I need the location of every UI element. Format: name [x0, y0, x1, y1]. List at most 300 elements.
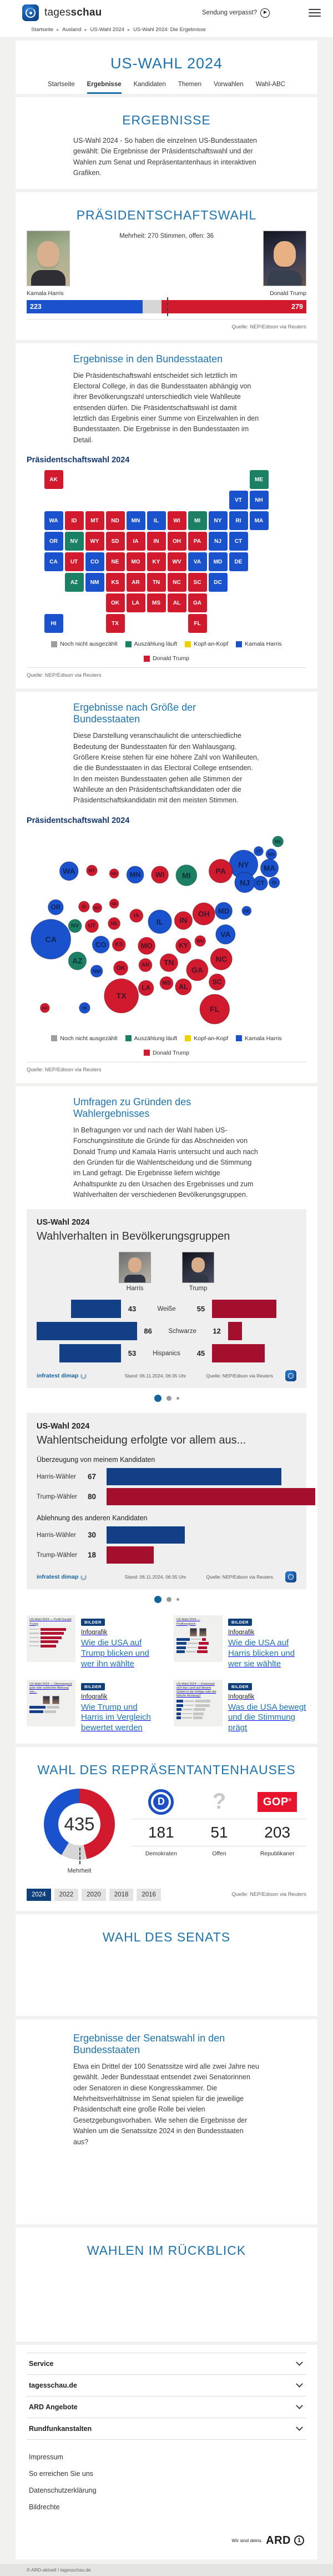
bubble-label-ND: ND	[111, 871, 118, 876]
state-NM[interactable]: NM	[85, 573, 104, 592]
state-KS[interactable]: KS	[106, 573, 125, 592]
bubble-label-VT: VT	[256, 848, 261, 854]
bubble-label-IA: IA	[133, 912, 139, 919]
ergebnisse-title: ERGEBNISSE	[122, 113, 211, 127]
trump-votes: 279	[291, 302, 303, 311]
sendung-verpasst-link[interactable]	[202, 8, 270, 18]
sendung-verpasst-label: Sendung verpasst?	[201, 9, 257, 16]
harris-bar-segment[interactable]	[27, 300, 143, 313]
row-value: 18	[88, 1551, 97, 1560]
bubble-label-AR: AR	[141, 962, 150, 969]
teaser-thumbnail: US-Wahl 2024 — Profilvergleich	[174, 1615, 223, 1662]
legend-item	[51, 641, 117, 647]
infografik-wahlentscheidung	[27, 1413, 306, 1589]
infografik-wahlverhalten	[27, 1209, 306, 1388]
infratest-dimap-icon	[80, 1373, 87, 1379]
rueckblick-title: WAHLEN IM RÜCKBLICK	[87, 2243, 246, 2258]
section-senatswahl	[16, 2019, 317, 2224]
state-DC[interactable]: DC	[209, 573, 228, 592]
bubble-label-ID: ID	[82, 903, 87, 910]
state-AR[interactable]: AR	[127, 573, 145, 592]
open-count: 51	[190, 1819, 249, 1846]
site-footer	[16, 2345, 317, 2559]
tab-bar	[27, 81, 306, 94]
menu-icon[interactable]	[309, 9, 321, 17]
tab-kandidaten[interactable]: Kandidaten	[133, 81, 166, 88]
legend-label: Kopf-an-Kopf	[194, 641, 229, 648]
state-SC[interactable]: SC	[188, 573, 207, 592]
state-VA[interactable]: VA	[188, 552, 207, 571]
year-selector	[27, 1889, 306, 1901]
state-CO[interactable]: CO	[85, 552, 104, 571]
state-MD[interactable]: MD	[209, 552, 228, 571]
state-FL[interactable]: FL	[188, 614, 207, 633]
dem-count: 181	[132, 1819, 190, 1846]
footer-accordions	[27, 2353, 306, 2440]
open-label: Offen	[212, 1850, 226, 1857]
breadcrumb-item[interactable]: Ausland	[62, 27, 82, 33]
senatswahl-heading: Ergebnisse der Senatswahl in den Bundesstaaten	[73, 2032, 225, 2055]
teaser-kicker: Infografik	[81, 1693, 108, 1700]
motivation-row	[37, 1526, 296, 1544]
row-value: 67	[88, 1472, 97, 1481]
stat-demokraten	[132, 1788, 190, 1857]
teaser-thumbnail: US-Wahl 2024 — Entwickelt sich das Land auf diesem Gebiet in die richtige oder die falsche Richtung?	[174, 1680, 223, 1726]
bubble-label-OH: OH	[198, 909, 210, 918]
demo-row-Hispanics	[37, 1344, 296, 1362]
bubble-label-KS: KS	[115, 941, 123, 948]
state-DE[interactable]: DE	[229, 552, 248, 571]
footer-link-impressum[interactable]: Impressum	[29, 2453, 63, 2461]
trump-name: Donald Trump	[270, 289, 306, 297]
ard-tagline: Wir sind deins.	[231, 2538, 263, 2544]
panel-kicker: US-Wahl 2024	[37, 1422, 90, 1431]
state-ID[interactable]: ID	[65, 511, 84, 530]
state-GA[interactable]: GA	[188, 593, 207, 612]
carousel-dots	[27, 1388, 306, 1404]
section-repraesentantenhaus	[16, 1747, 317, 1911]
year-button-2022[interactable]: 2022	[54, 1889, 79, 1901]
harris-value: 86	[144, 1327, 152, 1336]
haus-title: WAHL DES REPRÄSENTANTENHAUSES	[37, 1762, 296, 1777]
state-NH[interactable]: NH	[250, 491, 269, 510]
state-OH[interactable]: OH	[168, 532, 186, 551]
bubble-label-TN: TN	[164, 958, 174, 967]
trump-mini-label: Trump	[189, 1285, 208, 1292]
state-WI[interactable]: WI	[168, 511, 186, 530]
state-HI[interactable]: HI	[44, 614, 63, 633]
teaser-title: Wie Trump und Harris im Vergleich bewertet werden	[81, 1702, 151, 1733]
section-bubble-cartogram	[16, 692, 317, 1083]
legend-label: Kopf-an-Kopf	[194, 1035, 229, 1042]
teaser-kicker: Infografik	[228, 1629, 255, 1636]
legend-label: Noch nicht ausgezählt	[60, 641, 118, 648]
state-MN[interactable]: MN	[127, 511, 145, 530]
row-value: 30	[88, 1531, 97, 1540]
trump-bar-segment[interactable]	[162, 300, 306, 313]
harris-name: Kamala Harris	[27, 289, 64, 297]
stat-republikaner	[248, 1788, 306, 1857]
row-label: Trump-Wähler	[37, 1493, 78, 1500]
bubble-label-FL: FL	[210, 1004, 220, 1014]
legend-item	[144, 655, 189, 662]
teaser-link[interactable]	[174, 1680, 306, 1734]
breadcrumb	[31, 27, 321, 33]
legend-item	[236, 641, 282, 647]
state-WY[interactable]: WY	[85, 532, 104, 551]
footer-accordion-ard-angebote[interactable]	[27, 2397, 306, 2418]
state-AL[interactable]: AL	[168, 593, 186, 612]
footer-link-bildrechte[interactable]: Bildrechte	[29, 2503, 60, 2511]
category-label: Schwarze	[168, 1327, 196, 1335]
footer-accordion-service[interactable]	[27, 2353, 306, 2375]
bubble-label-HI: HI	[82, 1005, 87, 1011]
legend-swatch	[185, 1035, 191, 1041]
panel-title: Wahlverhalten in Bevölkerungsgruppen	[37, 1230, 230, 1243]
state-SD[interactable]: SD	[106, 532, 125, 551]
trump-value: 55	[196, 1305, 205, 1314]
bubble-label-MS: MS	[162, 980, 171, 986]
bundesstaaten-heading: Ergebnisse in den Bundesstaaten	[73, 353, 223, 365]
bubble-label-MA: MA	[263, 863, 276, 872]
bubble-label-DE: DE	[244, 908, 250, 913]
copyright-bar	[0, 2564, 333, 2576]
trump-bar	[212, 1300, 276, 1318]
panel-kicker: US-Wahl 2024	[37, 1218, 90, 1227]
state-IN[interactable]: IN	[147, 532, 166, 551]
bubble-label-MI: MI	[181, 871, 191, 880]
demographics-chart	[37, 1300, 296, 1362]
house-donut-chart[interactable]	[44, 1789, 115, 1860]
state-AK[interactable]: AK	[44, 470, 63, 489]
footer-link-so-erreichen-sie-uns[interactable]: So erreichen Sie uns	[29, 2469, 94, 2478]
harris-votes: 223	[30, 302, 42, 311]
breadcrumb-separator: ▸	[57, 27, 59, 32]
stand-note: Stand: 06.11.2024, 06:35 Uhr	[124, 1373, 186, 1379]
rueckblick-embed-placeholder	[27, 2266, 306, 2332]
teaser-link[interactable]	[27, 1615, 159, 1669]
question-mark-icon: ?	[212, 1789, 226, 1814]
row-value: 80	[88, 1492, 97, 1501]
row-bar	[107, 1546, 154, 1564]
map-legend	[27, 641, 306, 662]
state-KY[interactable]: KY	[147, 552, 166, 571]
trump-value: 45	[196, 1349, 205, 1358]
legend-label: Donald Trump	[153, 655, 189, 662]
donald-trump-photo	[263, 231, 306, 286]
source-note: Quelle: NEP/Edison via Reuters	[27, 672, 102, 679]
house-majority-marker	[79, 1848, 80, 1864]
legend-item	[125, 1035, 178, 1042]
bubble-label-CT: CT	[256, 880, 265, 887]
rep-count: 203	[248, 1819, 306, 1846]
bubble-label-UT: UT	[88, 922, 96, 929]
state-LA[interactable]: LA	[127, 593, 145, 612]
bubble-label-NH: NH	[268, 851, 275, 857]
state-MS[interactable]: MS	[147, 593, 166, 612]
state-AZ[interactable]: AZ	[65, 573, 84, 592]
majority-marker	[167, 297, 168, 316]
map-chart-label: Präsidentschaftswahl 2024	[27, 456, 130, 465]
row-bar	[107, 1526, 185, 1544]
bubble-chart-label: Präsidentschaftswahl 2024	[27, 816, 130, 825]
motivation-chart	[37, 1456, 296, 1564]
harris-bar	[37, 1322, 137, 1340]
teaser-grid	[27, 1615, 306, 1734]
state-NC[interactable]: NC	[168, 573, 186, 592]
stat-offen	[190, 1788, 249, 1857]
source-note: Quelle: NEP/Edison via Reuters	[27, 1066, 102, 1073]
legend-item	[125, 641, 178, 647]
row-label: Harris-Wähler	[37, 1473, 76, 1480]
state-CA[interactable]: CA	[44, 552, 63, 571]
harris-bar	[59, 1344, 121, 1362]
state-MT[interactable]: MT	[85, 511, 104, 530]
source-note: Quelle: NEP/Edison via Reuters	[231, 1891, 306, 1898]
state-MA[interactable]: MA	[250, 511, 269, 530]
infratest-dimap-logo: infratest dimap	[37, 1574, 87, 1580]
legend-swatch	[185, 641, 191, 647]
play-icon[interactable]	[260, 8, 270, 18]
bubble-label-AL: AL	[179, 982, 188, 991]
title-card	[16, 41, 317, 94]
source-note: Quelle: NEP/Edison via Reuters	[231, 323, 306, 330]
teaser-link[interactable]	[27, 1680, 159, 1734]
bubble-label-SC: SC	[212, 978, 222, 986]
source-note: Quelle: NEP/Edison via Reuters	[206, 1373, 273, 1379]
tagesschau-logo-icon[interactable]	[22, 4, 39, 21]
senatswahl-text: Etwa ein Drittel der 100 Senatssitze wird alle zwei Jahre neu gewählt. Jeder Bundesstaat entsendet zwei Senatorinnen oder Senatoren in diese Kongresskammer. Die Mehrheitsverhältnisse im Senat spielen für die jeweilige Präsidentschaft eine große Rolle bei vielen Gesetzgebungsvorhaben. Wie sehen die Ergebnisse der Wahlen um die Senatssitze 2024 in den Bundesstaaten aus?	[73, 2062, 259, 2146]
row-bar	[107, 1468, 281, 1485]
state-PA[interactable]: PA	[188, 532, 207, 551]
carousel-dot-2[interactable]	[167, 1597, 171, 1602]
chevron-down-icon	[296, 2403, 303, 2410]
state-OR[interactable]: OR	[44, 532, 63, 551]
legend-swatch	[51, 1035, 57, 1041]
bubble-label-RI: RI	[272, 880, 277, 886]
state-NJ[interactable]: NJ	[209, 532, 228, 551]
bubble-legend	[27, 1035, 306, 1056]
legend-item	[51, 1035, 117, 1042]
legend-item	[144, 1050, 189, 1056]
state-VT[interactable]: VT	[229, 491, 248, 510]
bubble-label-TX: TX	[116, 991, 127, 1000]
legend-label: Auszählung läuft	[134, 1035, 178, 1042]
year-button-2016[interactable]: 2016	[137, 1889, 161, 1901]
legend-label: Noch nicht ausgezählt	[60, 1035, 118, 1042]
trump-bar	[228, 1322, 242, 1340]
legend-label: Kamala Harris	[245, 1035, 282, 1042]
bubble-label-LA: LA	[142, 984, 150, 992]
bubble-label-AZ: AZ	[72, 956, 83, 965]
umfragen-heading: Umfragen zu Gründen des Wahlergebnisses	[73, 1096, 191, 1119]
copyright-text: © ARD-aktuell / tagesschau.de	[27, 2567, 91, 2573]
year-button-2020[interactable]: 2020	[82, 1889, 106, 1901]
groesse-text: Diese Darstellung veranschaulicht die unterschiedliche Bedeutung der Bundesstaaten für den Wahlausgang. Größere Kreise stehen für eine höhere Zahl von Wahlleuten, die die Bundesstaaten in das Electoral College entsenden. In den meisten Bundesstaaten gehen alle Stimmen der Wahlleute an den Präsidentschaftskandidaten oder die Präsidentschaftskandidatin mit den meisten Stimmen.	[73, 732, 259, 805]
section-umfragen	[16, 1086, 317, 1744]
state-IL[interactable]: IL	[147, 511, 166, 530]
state-RI[interactable]: RI	[229, 511, 248, 530]
bubble-label-ME: ME	[274, 838, 281, 845]
section-rueckblick	[16, 2228, 317, 2342]
bubble-label-OR: OR	[51, 903, 61, 911]
harris-value: 43	[128, 1305, 137, 1314]
bubble-label-WA: WA	[62, 866, 75, 876]
carousel-dot-1[interactable]	[154, 1596, 162, 1603]
state-CT[interactable]: CT	[229, 532, 248, 551]
accordion-label: Rundfunkanstalten	[29, 2424, 92, 2433]
carousel-dot-2[interactable]	[167, 1396, 171, 1401]
legend-swatch	[125, 641, 132, 647]
us-states-bubble-chart	[28, 831, 305, 1030]
footer-accordion-rundfunkanstalten[interactable]	[27, 2418, 306, 2440]
ard-logo: ARD	[266, 2534, 291, 2547]
bubble-label-IL: IL	[156, 917, 164, 926]
row-label: Harris-Wähler	[37, 1531, 76, 1539]
state-OK[interactable]: OK	[106, 593, 125, 612]
ard-brand	[29, 2534, 304, 2547]
year-button-2018[interactable]: 2018	[109, 1889, 134, 1901]
democrats-logo-icon: D	[148, 1789, 174, 1815]
infratest-dimap-icon	[80, 1574, 87, 1580]
teaser-title: Wie die USA auf Trump blicken und wer ihn wählte	[81, 1638, 149, 1669]
senat-title: WAHL DES SENATS	[102, 1929, 231, 1944]
state-TX[interactable]: TX	[106, 614, 125, 633]
footer-link-datenschutzerkl-rung[interactable]: Datenschutzerklärung	[29, 2486, 97, 2494]
dem-label: Demokraten	[145, 1850, 177, 1857]
ergebnisse-text: US-Wahl 2024 - So haben die einzelnen US-Bundesstaaten gewählt: Die Ergebnisse der Präsidentschaftswahl und der Wahlen zum Senat und Repräsentantenhaus in interaktiven Grafiken.	[73, 137, 257, 177]
rep-label: Republikaner	[260, 1850, 295, 1857]
tagesschau-app-icon	[285, 1370, 296, 1381]
breadcrumb-item[interactable]: US-Wahl 2024: Die Ergebnisse	[133, 27, 206, 33]
state-WA[interactable]: WA	[44, 511, 63, 530]
state-NY[interactable]: NY	[209, 511, 228, 530]
section-senat	[16, 1914, 317, 2016]
legend-swatch	[51, 641, 57, 647]
bubble-label-KY: KY	[179, 942, 188, 950]
state-IA[interactable]: IA	[127, 532, 145, 551]
bubble-label-NM: NM	[92, 968, 101, 974]
source-note: Quelle: NEP/Edison via Reuters	[206, 1574, 273, 1580]
gop-logo-icon: GOP®	[258, 1792, 297, 1812]
breadcrumb-item[interactable]: Startseite	[31, 27, 54, 33]
state-TN[interactable]: TN	[147, 573, 166, 592]
page-title: US-WAHL 2024	[110, 55, 223, 72]
site-header	[0, 0, 333, 37]
state-ME[interactable]: ME	[250, 470, 269, 489]
bubble-label-WV: WV	[196, 938, 204, 944]
bundesstaaten-text: Die Präsidentschaftswahl entscheidet sich letztlich im Electoral College, in das die Bundesstaaten abhängig von ihrer Bevölkerungszahl unterschiedlich viele Wahlleute entsenden dürfen. Die Präsidentschaftswahl ist damit letztlich das Ergebnis einer Summe von Einzelwahlen in den Bundesstaaten. Die Ergebnisse in den Bundesstaaten im Detail.	[73, 371, 259, 444]
tab-wahl-abc[interactable]: Wahl-ABC	[255, 81, 285, 88]
bubble-label-NC: NC	[215, 954, 227, 963]
tab-startseite[interactable]: Startseite	[48, 81, 75, 88]
tagesschau-wordmark[interactable]: tagesschau	[44, 7, 102, 18]
house-majority-label: Mehrheit	[67, 1867, 92, 1874]
ard-one-icon: 1	[294, 2535, 304, 2545]
bubble-label-GA: GA	[191, 965, 203, 975]
legend-swatch	[236, 641, 242, 647]
harris-value: 53	[128, 1349, 137, 1358]
bubble-label-MD: MD	[218, 906, 230, 915]
carousel-dot-3[interactable]	[176, 1397, 179, 1400]
category-label: Weiße	[157, 1305, 176, 1312]
tab-vorwahlen[interactable]: Vorwahlen	[214, 81, 244, 88]
state-NV[interactable]: NV	[65, 532, 84, 551]
footer-links	[27, 2449, 306, 2515]
trump-column	[263, 231, 306, 286]
groesse-heading: Ergebnisse nach Größe der Bundesstaaten	[73, 702, 196, 725]
state-ND[interactable]: ND	[106, 511, 125, 530]
bilder-badge: BILDER	[228, 1619, 252, 1626]
senat-embed-placeholder	[27, 1953, 306, 2006]
bubble-label-WI: WI	[155, 870, 165, 879]
bubble-label-IN: IN	[179, 916, 188, 925]
breadcrumb-item[interactable]: US-Wahl 2024	[90, 27, 124, 33]
motivation-row	[37, 1488, 296, 1505]
motivation-row	[37, 1546, 296, 1564]
bubble-label-CA: CA	[45, 935, 57, 944]
bubble-label-PA: PA	[215, 866, 226, 876]
demo-row-Schwarze	[37, 1322, 296, 1340]
section-ergebnisse	[16, 97, 317, 189]
trump-bar	[212, 1344, 265, 1362]
accordion-label: Service	[29, 2359, 54, 2368]
umfragen-text: In Befragungen vor und nach der Wahl haben US-Forschungsinstitute die Gründe für das Abschneiden von Donald Trump und Kamala Harris untersucht und auch nach den Gründen für die Wahlentscheidung und die Stimmung im Land gefragt. Die Ergebnisse liefern wichtige Anhaltspunkte zu den Ursachen des Ergebnisses und zum Wahlverhalten der verschiedenen Bevölkerungsgruppen.	[73, 1126, 258, 1199]
tab-ergebnisse[interactable]: Ergebnisse	[87, 81, 122, 94]
teaser-title: Wie die USA auf Harris blicken und wer sie wählte	[228, 1638, 295, 1669]
legend-label: Donald Trump	[153, 1049, 189, 1056]
row-bar	[107, 1488, 315, 1505]
legend-swatch	[144, 1050, 150, 1056]
bubble-label-MT: MT	[88, 867, 95, 873]
bubble-label-WY: WY	[94, 905, 101, 911]
footer-accordion-tagesschau-de[interactable]	[27, 2375, 306, 2397]
state-WV[interactable]: WV	[168, 552, 186, 571]
state-MI[interactable]: MI	[188, 511, 207, 530]
year-button-2024[interactable]: 2024	[27, 1889, 51, 1901]
bubble-label-NJ: NJ	[240, 878, 250, 887]
bubble-label-SD: SD	[111, 901, 117, 906]
bubble-label-VA: VA	[220, 930, 231, 939]
bubble-label-AK: AK	[42, 1005, 48, 1011]
state-UT[interactable]: UT	[65, 552, 84, 571]
carousel-dot-1[interactable]	[154, 1395, 162, 1402]
chevron-down-icon	[296, 2381, 303, 2388]
carousel-dot-3[interactable]	[176, 1598, 179, 1601]
electoral-college-bar[interactable]	[27, 300, 306, 313]
bilder-badge: BILDER	[228, 1683, 252, 1690]
teaser-kicker: Infografik	[228, 1693, 255, 1700]
legend-item	[236, 1035, 282, 1042]
teaser-link[interactable]	[174, 1615, 306, 1669]
legend-label: Auszählung läuft	[134, 641, 178, 648]
harris-mini-photo	[119, 1252, 151, 1283]
tab-themen[interactable]: Themen	[178, 81, 201, 88]
harris-bar	[71, 1300, 121, 1318]
state-MO[interactable]: MO	[127, 552, 145, 571]
bubble-label-CO: CO	[95, 940, 107, 949]
legend-item	[185, 641, 228, 647]
motivation-row	[37, 1468, 296, 1485]
chevron-down-icon	[296, 2424, 303, 2432]
state-NE[interactable]: NE	[106, 552, 125, 571]
tagesschau-app-icon	[285, 1571, 296, 1582]
section-praesidentschaftswahl	[16, 192, 317, 340]
trump-value: 12	[213, 1327, 221, 1336]
demo-row-Weiße	[37, 1300, 296, 1318]
teaser-thumbnail: US-Wahl 2024 — Überwiegend gute oder schlechte Meinung von...	[27, 1680, 75, 1726]
legend-item	[185, 1035, 228, 1042]
